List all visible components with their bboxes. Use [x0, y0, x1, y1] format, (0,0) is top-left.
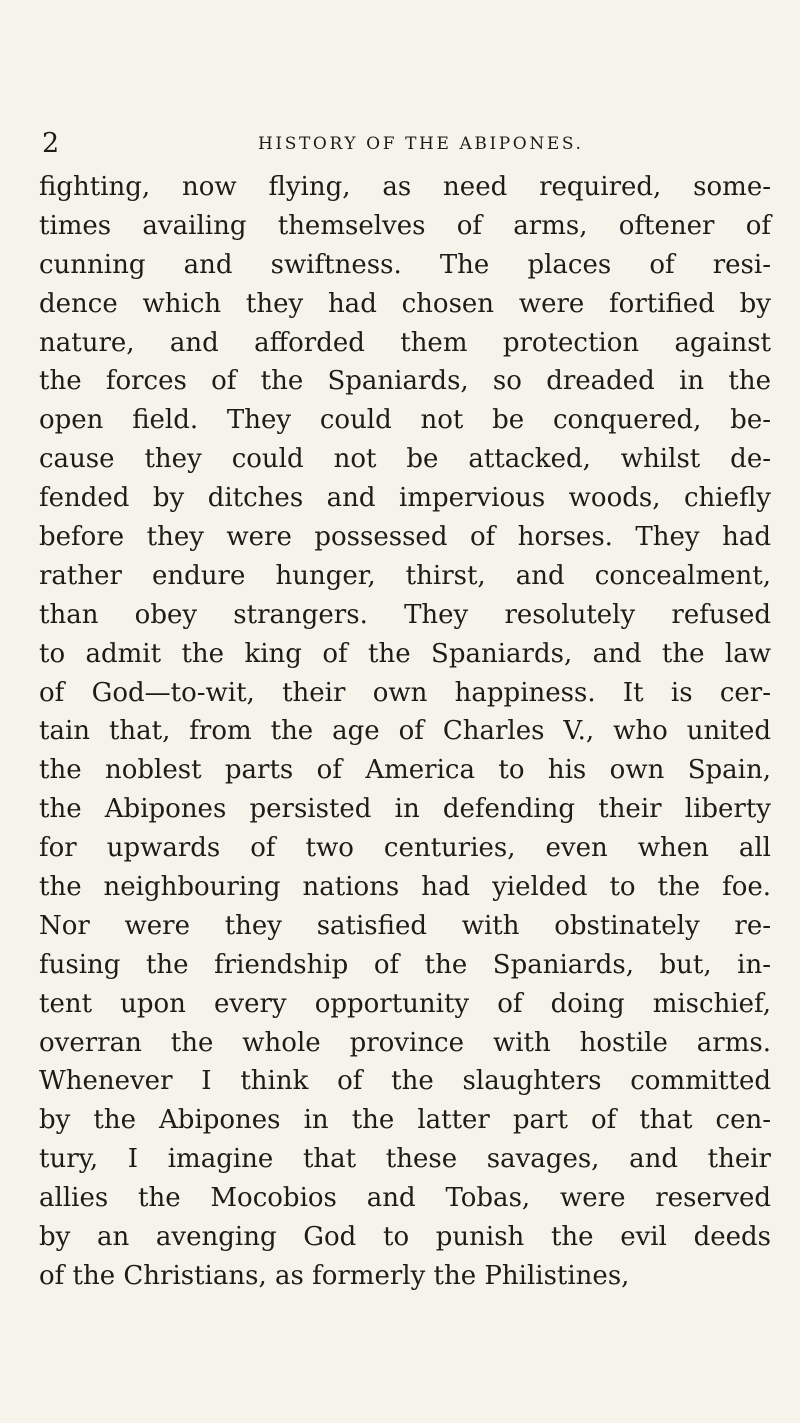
text-line: dence which they had chosen were fortified by [39, 288, 771, 319]
text-line: nature, and afforded them protection against [39, 327, 771, 358]
text-line: by an avenging God to punish the evil deeds [39, 1222, 771, 1253]
text-line: allies the Mocobios and Tobas, were reserved [39, 1183, 771, 1214]
text-line: to admit the king of the Spaniards, and the law [39, 638, 771, 669]
text-line: cunning and swiftness. The places of resi- [39, 249, 771, 280]
text-line: before they were possessed of horses. They had [39, 522, 771, 553]
text-line: overran the whole province with hostile arms. [39, 1027, 771, 1058]
text-line: the neighbouring nations had yielded to the foe. [39, 872, 771, 903]
body-text [39, 168, 771, 1296]
text-line: fended by ditches and impervious woods, chiefly [39, 483, 771, 514]
text-line: tury, I imagine that these savages, and their [39, 1144, 771, 1175]
text-line: tent upon every opportunity of doing mischief, [39, 988, 771, 1019]
text-line: of God—to-wit, their own happiness. It is cer- [39, 677, 771, 708]
page-header [42, 128, 742, 162]
text-line: the Abipones persisted in defending their liberty [39, 794, 771, 825]
text-line: times availing themselves of arms, oftener of [39, 210, 771, 241]
page-number: 2 [42, 128, 61, 159]
text-line: than obey strangers. They resolutely refused [39, 599, 771, 630]
text-line: cause they could not be attacked, whilst de- [39, 444, 771, 475]
running-title: HISTORY OF THE ABIPONES. [258, 134, 584, 154]
text-line: rather endure hunger, thirst, and concealment, [39, 560, 771, 591]
text-line: tain that, from the age of Charles V., who united [39, 716, 771, 747]
text-line: for upwards of two centuries, even when all [39, 833, 771, 864]
text-line: by the Abipones in the latter part of that cen- [39, 1105, 771, 1136]
text-line: fusing the friendship of the Spaniards, but, in- [39, 949, 771, 980]
text-line: fighting, now flying, as need required, some- [39, 172, 771, 202]
text-line: the noblest parts of America to his own Spain, [39, 755, 771, 786]
text-line: open field. They could not be conquered, be- [39, 405, 771, 436]
text-line: the forces of the Spaniards, so dreaded in the [39, 366, 771, 397]
text-line: Nor were they satisfied with obstinately re- [39, 910, 771, 941]
text-line: Whenever I think of the slaughters committed [39, 1066, 771, 1097]
text-line: of the Christians, as formerly the Philistines, [39, 1260, 630, 1291]
